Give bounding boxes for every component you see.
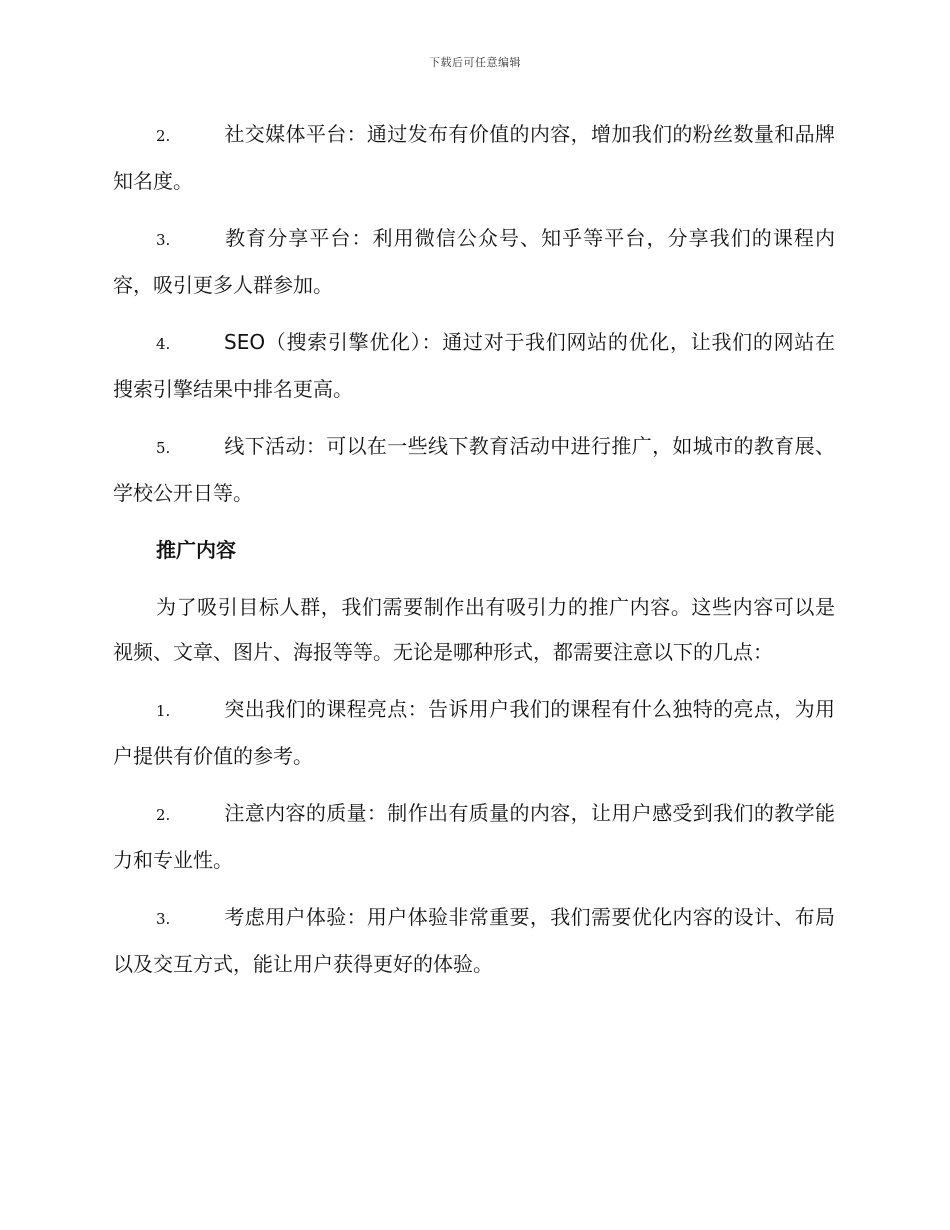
list-item bbox=[113, 320, 835, 412]
list-item bbox=[113, 424, 835, 516]
list-number: 2. bbox=[156, 806, 171, 824]
list-number: 3. bbox=[156, 910, 171, 928]
list-text: 线下活动：可以在一些线下教育活动中进行推广，如城市的教育展、学校公开日等。 bbox=[113, 434, 835, 505]
list-item bbox=[113, 895, 835, 987]
document-body bbox=[113, 112, 835, 999]
list-text: SEO（搜索引擎优化）：通过对于我们网站的优化，让我们的网站在搜索引擎结果中排名更高。 bbox=[113, 330, 835, 401]
list-text: 社交媒体平台：通过发布有价值的内容，增加我们的粉丝数量和品牌知名度。 bbox=[113, 122, 835, 193]
list-text: 注意内容的质量：制作出有质量的内容，让用户感受到我们的教学能力和专业性。 bbox=[113, 801, 835, 872]
list-number: 3. bbox=[156, 231, 171, 249]
list-number: 5. bbox=[156, 439, 171, 457]
list-number: 4. bbox=[156, 335, 171, 353]
list-text: 教育分享平台：利用微信公众号、知乎等平台，分享我们的课程内容，吸引更多人群参加。 bbox=[113, 226, 835, 297]
list-item bbox=[113, 216, 835, 308]
list-item bbox=[113, 112, 835, 204]
list-number: 1. bbox=[156, 702, 171, 720]
list-item bbox=[113, 791, 835, 883]
list-text: 突出我们的课程亮点：告诉用户我们的课程有什么独特的亮点，为用户提供有价值的参考。 bbox=[113, 697, 835, 768]
section-heading: 推广内容 bbox=[156, 538, 236, 562]
intro-paragraph: 为了吸引目标人群，我们需要制作出有吸引力的推广内容。这些内容可以是视频、文章、图片、海报等等。无论是哪种形式，都需要注意以下的几点： bbox=[113, 595, 835, 664]
page-header: 下载后可任意编辑 bbox=[429, 56, 521, 69]
list-text: 考虑用户体验：用户体验非常重要，我们需要优化内容的设计、布局以及交互方式，能让用户获得更好的体验。 bbox=[113, 905, 835, 976]
list-item bbox=[113, 687, 835, 779]
list-number: 2. bbox=[156, 127, 171, 145]
